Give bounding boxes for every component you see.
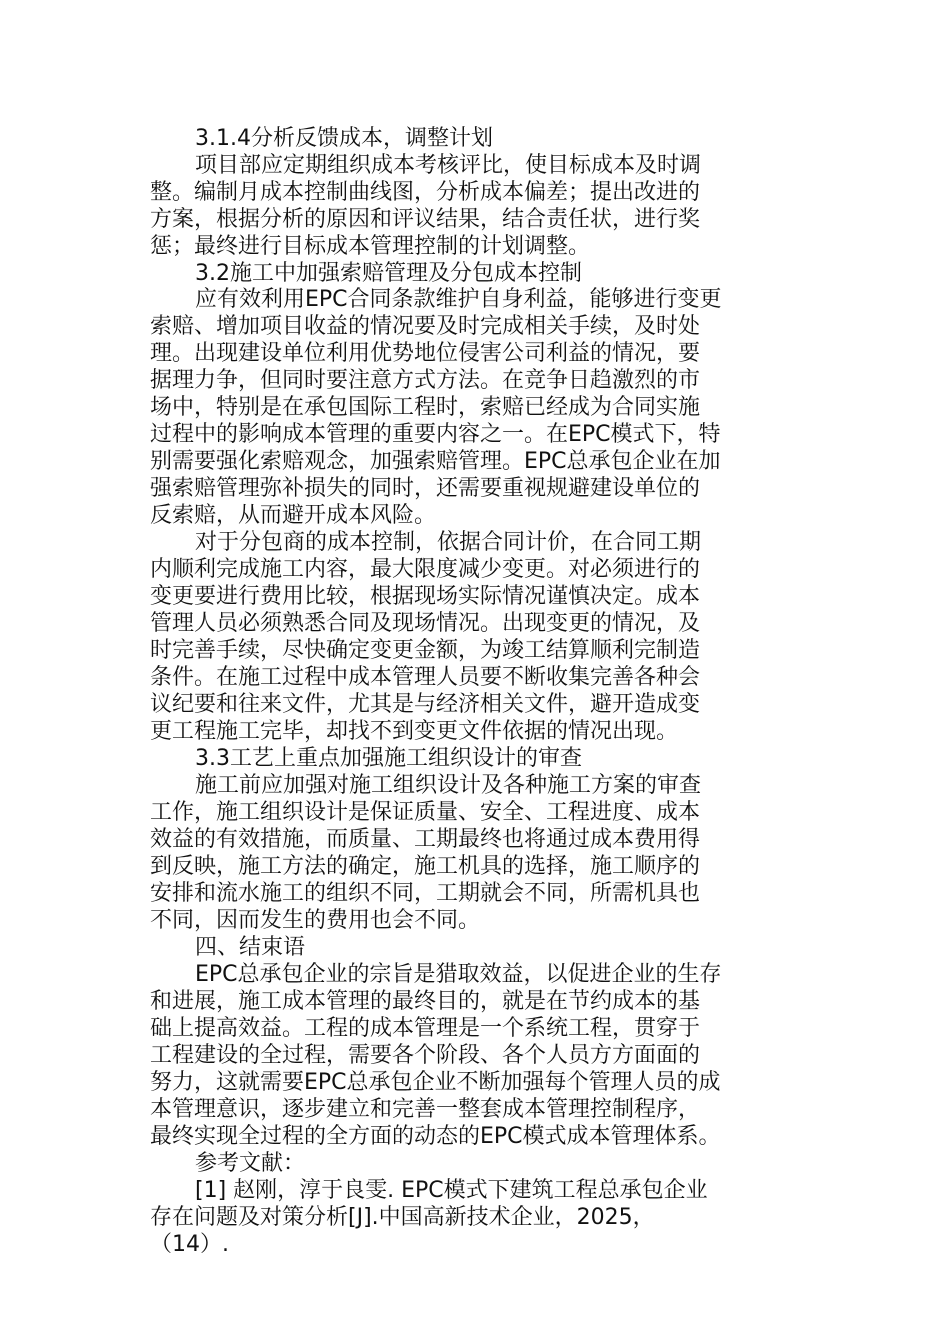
heading-3-1-4: 3.1.4分析反馈成本，调整计划 bbox=[195, 126, 493, 151]
paragraph-line: 方案，根据分析的原因和评议结果，结合责任状，进行奖 bbox=[150, 207, 701, 232]
reference-line: [1] 赵刚，淳于良雯. EPC模式下建筑工程总承包企业 bbox=[195, 1178, 708, 1203]
paragraph-line: 理。出现建设单位利用优势地位侵害公司利益的情况，要 bbox=[150, 341, 701, 366]
paragraph-line: 据理力争，但同时要注意方式方法。在竞争日趋激烈的市 bbox=[150, 368, 701, 393]
paragraph-line: 反索赔，从而避开成本风险。 bbox=[150, 503, 437, 528]
paragraph-line: 内顺利完成施工内容，最大限度减少变更。对必须进行的 bbox=[150, 557, 701, 582]
paragraph-line: 最终实现全过程的全方面的动态的EPC模式成本管理体系。 bbox=[150, 1124, 721, 1149]
paragraph-line: 强索赔管理弥补损失的同时，还需要重视规避建设单位的 bbox=[150, 476, 701, 501]
paragraph-line: 努力，这就需要EPC总承包企业不断加强每个管理人员的成 bbox=[150, 1070, 721, 1095]
paragraph-line: 议纪要和往来文件，尤其是与经济相关文件，避开造成变 bbox=[150, 692, 701, 717]
paragraph-line: 过程中的影响成本管理的重要内容之一。在EPC模式下，特 bbox=[150, 422, 721, 447]
paragraph-line: 时完善手续，尽快确定变更金额，为竣工结算顺利完制造 bbox=[150, 638, 701, 663]
references-heading: 参考文献： bbox=[195, 1151, 306, 1176]
paragraph-line: 安排和流水施工的组织不同，工期就会不同，所需机具也 bbox=[150, 881, 701, 906]
heading-3-3: 3.3工艺上重点加强施工组织设计的审查 bbox=[195, 746, 582, 771]
paragraph-line: 场中，特别是在承包国际工程时，索赔已经成为合同实施 bbox=[150, 395, 701, 420]
paragraph-line: 效益的有效措施，而质量、工期最终也将通过成本费用得 bbox=[150, 827, 701, 852]
reference-line: （14）. bbox=[150, 1232, 229, 1257]
paragraph-line: 工作，施工组织设计是保证质量、安全、工程进度、成本 bbox=[150, 800, 701, 825]
paragraph-line: 变更要进行费用比较，根据现场实际情况谨慎决定。成本 bbox=[150, 584, 701, 609]
paragraph-line: 索赔、增加项目收益的情况要及时完成相关手续，及时处 bbox=[150, 314, 701, 339]
paragraph-line: 施工前应加强对施工组织设计及各种施工方案的审查 bbox=[195, 773, 702, 798]
paragraph-line: 不同，因而发生的费用也会不同。 bbox=[150, 908, 481, 933]
paragraph-line: EPC总承包企业的宗旨是猎取效益，以促进企业的生存 bbox=[195, 962, 722, 987]
paragraph-line: 惩；最终进行目标成本管理控制的计划调整。 bbox=[150, 234, 591, 259]
paragraph-line: 项目部应定期组织成本考核评比，使目标成本及时调 bbox=[195, 153, 702, 178]
paragraph-line: 到反映，施工方法的确定，施工机具的选择，施工顺序的 bbox=[150, 854, 701, 879]
paragraph-line: 管理人员必须熟悉合同及现场情况。出现变更的情况，及 bbox=[150, 611, 701, 636]
reference-line: 存在问题及对策分析[J].中国高新技术企业，2025， bbox=[150, 1205, 655, 1230]
paragraph-line: 条件。在施工过程中成本管理人员要不断收集完善各种会 bbox=[150, 665, 701, 690]
heading-3-2: 3.2施工中加强索赔管理及分包成本控制 bbox=[195, 261, 582, 286]
paragraph-line: 应有效利用EPC合同条款维护自身利益，能够进行变更 bbox=[195, 287, 722, 312]
paragraph-line: 础上提高效益。工程的成本管理是一个系统工程，贯穿于 bbox=[150, 1016, 701, 1041]
paragraph-line: 工程建设的全过程，需要各个阶段、各个人员方方面面的 bbox=[150, 1043, 701, 1068]
heading-conclusion: 四、结束语 bbox=[195, 935, 306, 960]
paragraph-line: 整。编制月成本控制曲线图，分析成本偏差；提出改进的 bbox=[150, 180, 701, 205]
paragraph-line: 本管理意识，逐步建立和完善一整套成本管理控制程序， bbox=[150, 1097, 701, 1122]
paragraph-line: 更工程施工完毕，却找不到变更文件依据的情况出现。 bbox=[150, 719, 679, 744]
paragraph-line: 对于分包商的成本控制，依据合同计价，在合同工期 bbox=[195, 530, 702, 555]
paragraph-line: 别需要强化索赔观念，加强索赔管理。EPC总承包企业在加 bbox=[150, 449, 721, 474]
paragraph-line: 和进展，施工成本管理的最终目的，就是在节约成本的基 bbox=[150, 989, 701, 1014]
